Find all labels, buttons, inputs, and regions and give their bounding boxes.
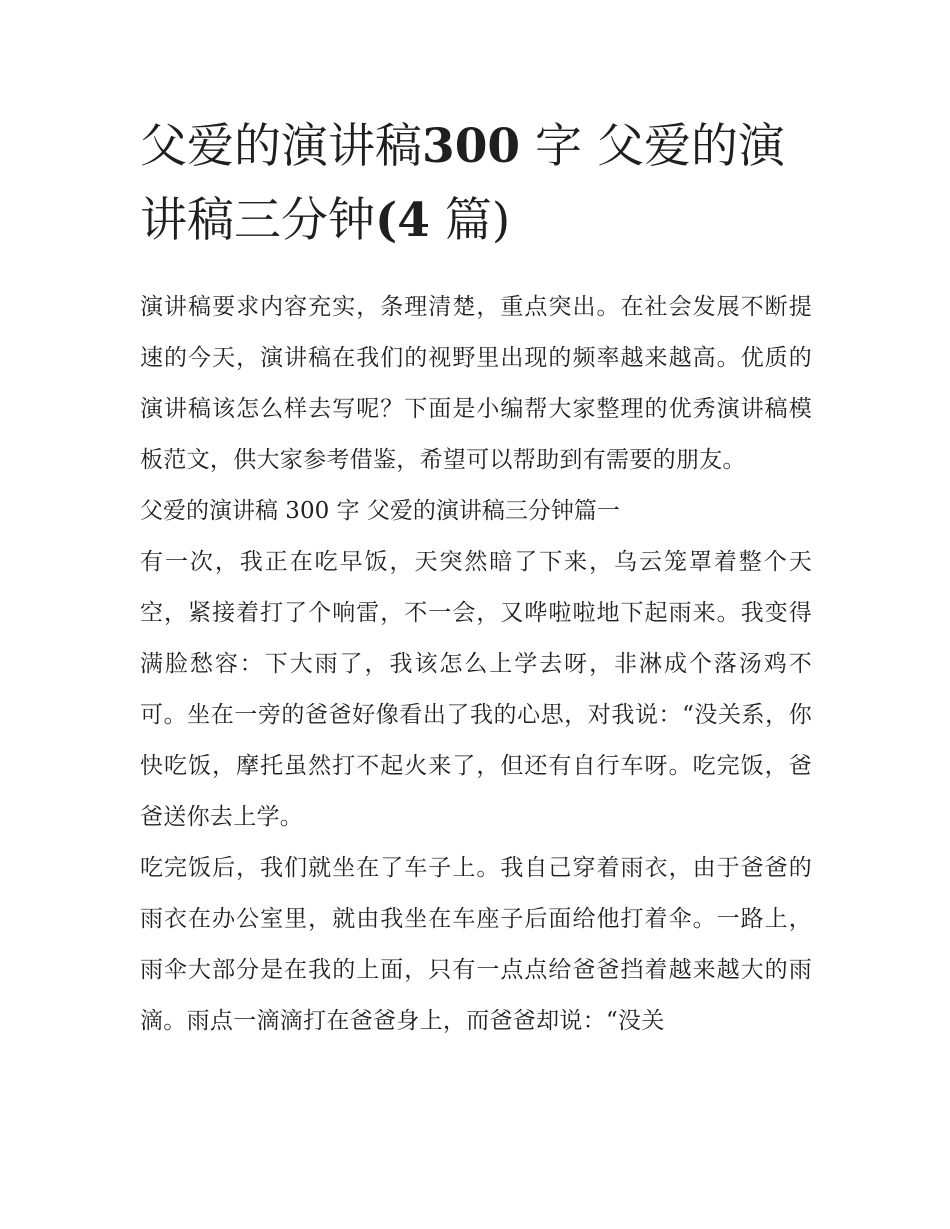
title-text-2: 字 父爱的演讲稿三分钟 — [140, 119, 785, 248]
body-paragraph: 有一次，我正在吃早饭，天突然暗了下来，乌云笼罩着整个天空，紧接着打了个响雷，不一会，又哗啦啦地下起雨来。我变得满脸愁容：下大雨了，我该怎么上学去呀，非淋成个落汤鸡不可。坐在一旁的爸爸好像看出了我的心思，对我说：“没关系，你快吃饭，摩托虽然打不起火来了，但还有自行车呀。吃完饭，爸爸送你去上学。 — [140, 549, 812, 830]
title-number-1: 300 — [422, 119, 521, 174]
title-text-3: 篇) — [429, 193, 511, 248]
section-heading: 父爱的演讲稿 300 字 父爱的演讲稿三分钟篇一 — [140, 498, 620, 524]
intro-paragraph: 演讲稿要求内容充实，条理清楚，重点突出。在社会发展不断提速的今天，演讲稿在我们的视野里出现的频率越来越高。优质的演讲稿该怎么样去写呢？下面是小编帮大家整理的优秀演讲稿模板范文，供大家参考借鉴，希望可以帮助到有需要的朋友。 — [140, 294, 812, 473]
document-page — [140, 110, 812, 1047]
title-text-1: 父爱的演讲稿 — [140, 119, 422, 174]
document-title — [140, 110, 812, 258]
title-number-2: (4 — [375, 193, 430, 248]
body-paragraph: 吃完饭后，我们就坐在了车子上。我自己穿着雨衣，由于爸爸的雨衣在办公室里，就由我坐在车座子后面给他打着伞。一路上，雨伞大部分是在我的上面，只有一点点给爸爸挡着越来越大的雨滴。雨点一滴滴打在爸爸身上，而爸爸却说：“没关 — [140, 855, 812, 1034]
